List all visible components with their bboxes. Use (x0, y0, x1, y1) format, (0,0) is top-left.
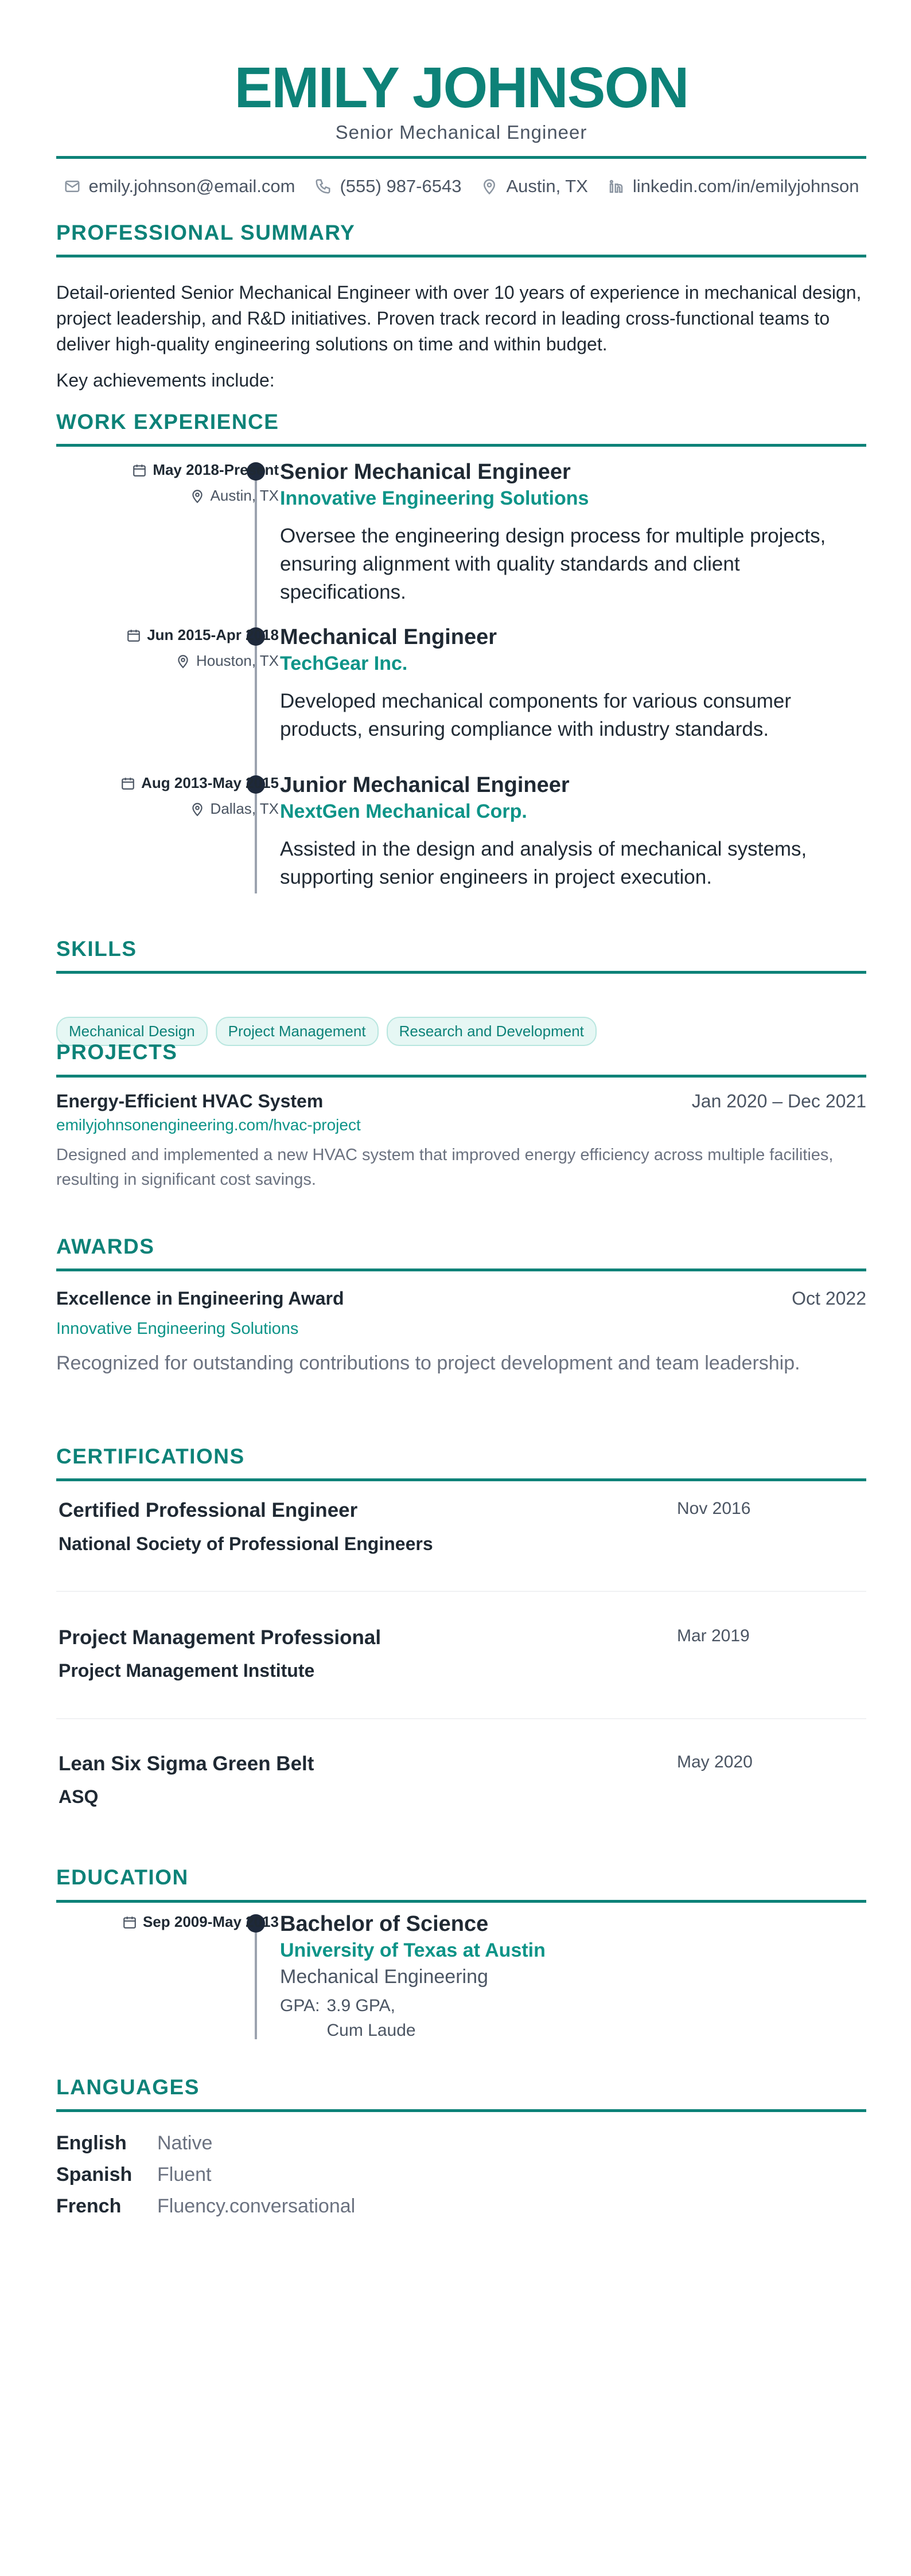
phone-text: (555) 987-6543 (340, 176, 462, 196)
project-date: Jan 2020 – Dec 2021 (691, 1091, 866, 1111)
award-date: Oct 2022 (792, 1288, 866, 1309)
project-name: Energy-Efficient HVAC System (56, 1091, 324, 1111)
education-entry (280, 1911, 866, 2043)
linkedin-icon (608, 178, 625, 195)
job-date (126, 626, 279, 644)
job-meta (126, 626, 279, 670)
contact-bar (56, 176, 866, 197)
skills-heading: SKILLS (56, 937, 137, 961)
job-date-text: May 2018-Present (153, 461, 279, 478)
job-description: Assisted in the design and analysis of mechanical systems, supporting senior engineers in project execution. (280, 838, 807, 888)
contact-email[interactable] (64, 176, 295, 197)
cert-name: Lean Six Sigma Green Belt (59, 1753, 314, 1775)
linkedin-text: linkedin.com/in/emilyjohnson (632, 176, 859, 196)
cert-name: Project Management Professional (59, 1626, 381, 1649)
skill-chip: Project Management (216, 1017, 379, 1046)
candidate-name: EMILY JOHNSON (234, 56, 688, 120)
job-location-text: Houston, TX (196, 652, 279, 669)
location-text: Austin, TX (506, 176, 588, 196)
cert-org: National Society of Professional Engineers (59, 1533, 433, 1554)
summary-divider (56, 255, 866, 257)
education-gpa (280, 1993, 866, 2043)
languages-divider (56, 2109, 866, 2112)
awards-divider (56, 1269, 866, 1271)
award-description: Recognized for outstanding contributions to project development and team leadership. (56, 1352, 800, 1374)
language-row (56, 2132, 212, 2155)
location-pin-icon (481, 178, 498, 195)
job-date-text: Aug 2013-May 2015 (141, 774, 279, 791)
experience-heading: WORK EXPERIENCE (56, 410, 279, 434)
job-company: Innovative Engineering Solutions (280, 487, 589, 509)
cert-date: Mar 2019 (677, 1626, 750, 1645)
location-pin-icon (190, 489, 205, 504)
cert-date: Nov 2016 (677, 1499, 751, 1518)
job-location (126, 652, 279, 670)
header-divider (56, 156, 866, 159)
job-entry (280, 624, 866, 743)
cert-date: May 2020 (677, 1753, 753, 1771)
skill-chip: Mechanical Design (56, 1017, 208, 1046)
education-date-text: Sep 2009-May 2013 (142, 1913, 279, 1930)
project-link[interactable]: emilyjohnsonengineering.com/hvac-project (56, 1116, 361, 1134)
award-name: Excellence in Engineering Award (56, 1288, 344, 1309)
location-pin-icon (176, 654, 190, 669)
job-location-text: Austin, TX (210, 487, 279, 504)
gpa-honors: Cum Laude (326, 2021, 416, 2040)
language-level: Fluent (157, 2164, 212, 2185)
job-meta (132, 461, 279, 505)
projects-divider (56, 1075, 866, 1078)
experience-timeline (255, 474, 257, 893)
job-description: Developed mechanical components for various consumer products, ensuring compliance with industry standards. (280, 690, 792, 740)
cert-org: ASQ (59, 1786, 99, 1807)
contact-location (481, 176, 587, 197)
skills-divider (56, 971, 866, 974)
candidate-role: Senior Mechanical Engineer (335, 122, 587, 143)
language-name: French (56, 2195, 122, 2217)
award-issuer: Innovative Engineering Solutions (56, 1320, 299, 1338)
job-location (132, 487, 279, 505)
gpa-value: 3.9 GPA, (326, 1996, 395, 2015)
achievements-intro: Key achievements include: (56, 370, 275, 391)
cert-divider (56, 1718, 866, 1719)
summary-body (56, 280, 866, 393)
language-row (56, 2164, 212, 2186)
awards-heading: AWARDS (56, 1235, 155, 1258)
education-divider (56, 1900, 866, 1903)
job-title: Mechanical Engineer (280, 625, 497, 649)
language-row (56, 2195, 355, 2218)
summary-heading: PROFESSIONAL SUMMARY (56, 221, 356, 244)
contact-phone[interactable] (314, 176, 461, 197)
job-location (120, 800, 279, 818)
language-level: Fluency.conversational (157, 2195, 356, 2217)
job-description: Oversee the engineering design process for multiple projects, ensuring alignment with quality standards and client specifications. (280, 525, 826, 603)
job-entry (280, 459, 866, 606)
job-company: TechGear Inc. (280, 653, 408, 674)
education-heading: EDUCATION (56, 1865, 189, 1889)
certifications-heading: CERTIFICATIONS (56, 1445, 245, 1468)
contact-linkedin[interactable] (608, 176, 859, 197)
calendar-icon (132, 463, 147, 478)
job-title: Senior Mechanical Engineer (280, 460, 571, 484)
job-date (120, 774, 279, 792)
job-date-text: Jun 2015-Apr 2018 (147, 626, 279, 643)
calendar-icon (122, 1915, 137, 1930)
cert-divider (56, 1591, 866, 1592)
education-meta (122, 1913, 279, 1931)
project-description: Designed and implemented a new HVAC system that improved energy efficiency across multiple facilities, resulting in significant cost savings. (56, 1146, 834, 1189)
calendar-icon (120, 776, 135, 791)
language-name: Spanish (56, 2164, 133, 2185)
education-field: Mechanical Engineering (280, 1966, 488, 1988)
job-title: Junior Mechanical Engineer (280, 773, 570, 797)
job-meta (120, 774, 279, 818)
languages-heading: LANGUAGES (56, 2075, 200, 2099)
language-level: Native (157, 2132, 213, 2154)
gpa-details (326, 1993, 415, 2043)
education-school: University of Texas at Austin (280, 1939, 546, 1961)
job-date (132, 461, 279, 479)
mail-icon (64, 178, 81, 195)
job-entry (280, 772, 866, 891)
education-date (122, 1913, 279, 1931)
calendar-icon (126, 628, 141, 643)
certifications-divider (56, 1478, 866, 1481)
cert-org: Project Management Institute (59, 1660, 315, 1681)
job-location-text: Dallas, TX (210, 800, 279, 817)
job-company: NextGen Mechanical Corp. (280, 801, 527, 822)
summary-text: Detail-oriented Senior Mechanical Engineer with over 10 years of experience in mechanical design, project leadership, and R&D initiatives. Proven track record in leading cross-functional teams to deliver high-quality engineering solutions on time and within budget. (56, 282, 862, 354)
projects-heading: PROJECTS (56, 1040, 178, 1064)
gpa-label: GPA: (280, 1996, 320, 2015)
cert-name: Certified Professional Engineer (59, 1499, 358, 1521)
email-text: emily.johnson@email.com (88, 176, 295, 196)
location-pin-icon (190, 802, 205, 817)
skill-chip: Research and Development (387, 1017, 597, 1046)
experience-divider (56, 444, 866, 447)
phone-icon (314, 178, 332, 195)
language-name: English (56, 2132, 127, 2154)
education-timeline (255, 1926, 257, 2039)
education-degree: Bachelor of Science (280, 1912, 489, 1936)
